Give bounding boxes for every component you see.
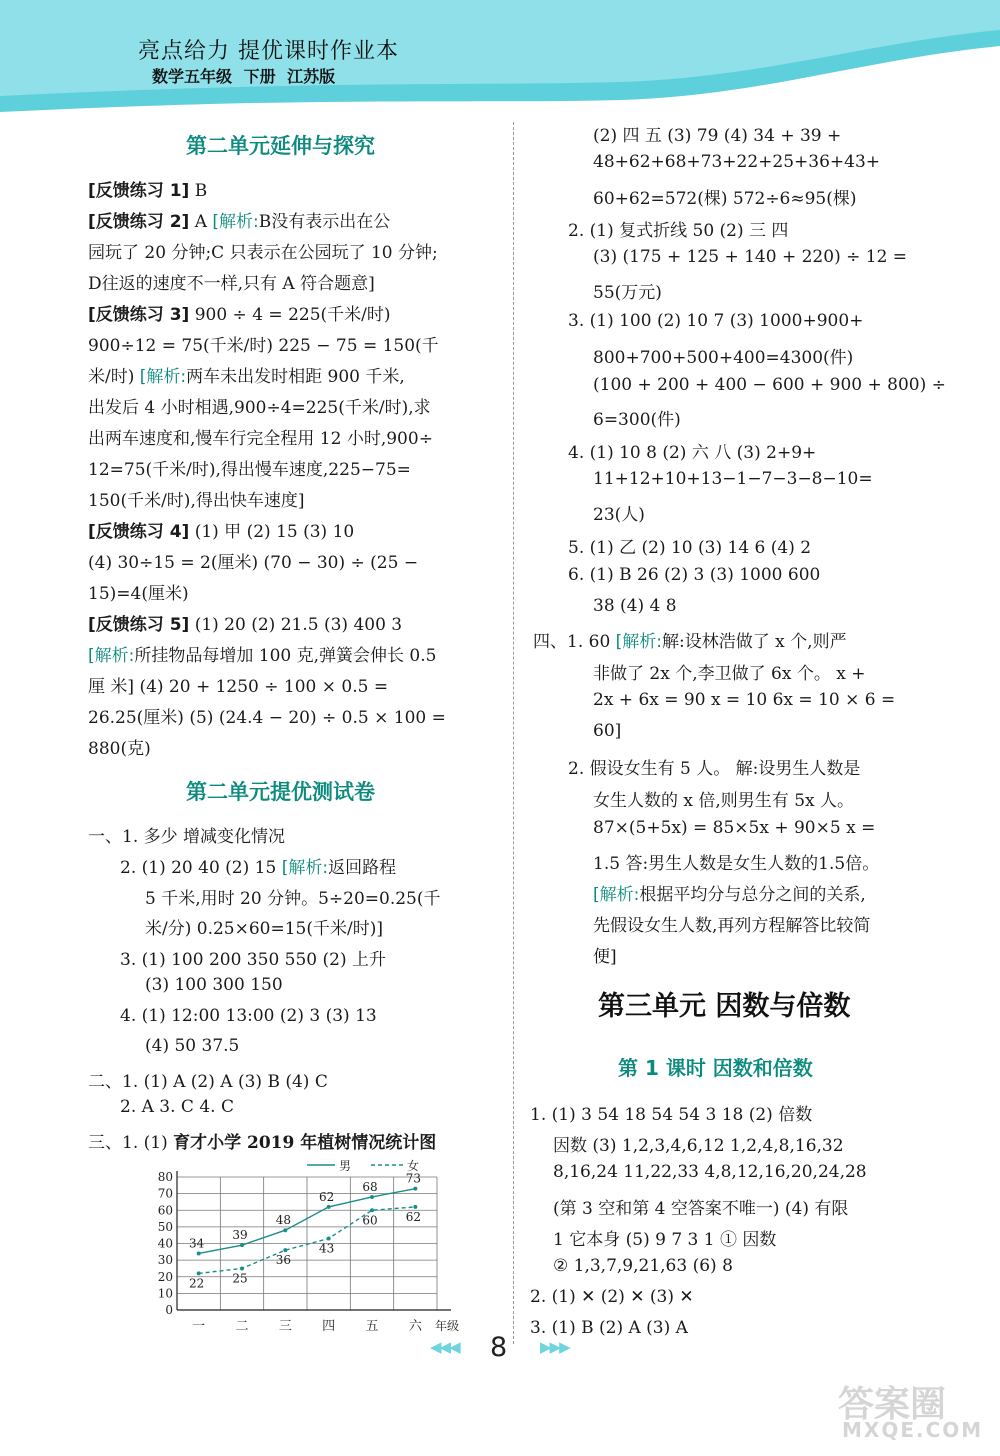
next-arrows-icon: ▶▶▶ <box>540 1338 569 1356</box>
answer-text: (1) 20 (2) 21.5 (3) 400 3 <box>189 615 403 635</box>
y-tick-label: 0 <box>165 1303 173 1317</box>
unit-title: 第三单元 因数与倍数 <box>598 991 851 1022</box>
x-tick-label: 二 <box>235 1319 249 1334</box>
answer-line: 便] <box>593 947 617 967</box>
answer-line: ② 1,3,7,9,21,63 (6) 8 <box>553 1256 733 1276</box>
answer-line <box>88 300 391 325</box>
legend-label: 女 <box>407 1159 420 1173</box>
data-point <box>413 1187 417 1191</box>
y-tick-label: 50 <box>157 1219 173 1234</box>
answer-text: 900 ÷ 4 = 225(千米/时) <box>189 305 391 325</box>
answer-line: (3) (175 + 125 + 140 + 220) ÷ 12 = <box>593 247 908 267</box>
answer-line: (100 + 200 + 400 − 600 + 900 + 800) ÷ <box>593 375 946 395</box>
chart-plot-layer <box>158 1159 459 1334</box>
x-tick-label: 一 <box>192 1319 206 1334</box>
answer-line: 厘 米] (4) 20 + 1250 ÷ 100 × 0.5 = <box>88 677 389 697</box>
answer-text: A <box>189 212 213 232</box>
answer-line <box>88 641 436 666</box>
answer-line: 5. (1) 乙 (2) 10 (3) 14 6 (4) 2 <box>568 538 812 558</box>
answer-text: 解:设林浩做了 x 个,则严 <box>662 632 847 652</box>
answer-text: 米/时) <box>88 367 140 387</box>
answer-line: 4. (1) 10 8 (2) 六 八 (3) 2+9+ <box>568 443 817 463</box>
data-point <box>327 1237 331 1241</box>
answer-line: 2. A 3. C 4. C <box>120 1097 234 1117</box>
answer-line: 因数 (3) 1,2,3,4,6,12 1,2,4,8,16,32 <box>553 1136 844 1156</box>
data-label: 62 <box>319 1189 335 1204</box>
answer-line: 二、1. (1) A (2) A (3) B (4) C <box>88 1072 328 1092</box>
data-label: 73 <box>405 1171 421 1186</box>
analysis-label: [解析: <box>88 646 135 666</box>
answer-text: 返回路程 <box>328 858 397 878</box>
answer-line: (2) 四 五 (3) 79 (4) 34 + 39 + <box>593 126 842 146</box>
x-tick-label: 五 <box>365 1319 379 1334</box>
data-label: 39 <box>232 1228 248 1243</box>
answer-line: 3. (1) B (2) A (3) A <box>530 1318 688 1338</box>
data-point <box>370 1195 374 1199</box>
answer-line: 48+62+68+73+22+25+36+43+ <box>593 152 881 172</box>
answer-text: 所挂物品每增加 100 克,弹簧会伸长 0.5 <box>134 646 437 666</box>
prev-arrows-icon: ◀◀◀ <box>430 1338 459 1356</box>
analysis-label: [解析: <box>615 632 663 652</box>
answer-line: 米/分) 0.25×60=15(千米/时)] <box>145 919 383 939</box>
answer-text: B没有表示出在公 <box>258 212 391 232</box>
answer-line: 11+12+10+13−1−7−3−8−10= <box>593 469 873 489</box>
data-label: 43 <box>319 1241 335 1256</box>
answer-line: 1. (1) 3 54 18 54 54 3 18 (2) 倍数 <box>530 1105 813 1125</box>
answer-text: 2. (1) 20 40 (2) 15 <box>120 858 282 878</box>
answer-line: 2x + 6x = 90 x = 10 6x = 10 × 6 = <box>593 690 896 710</box>
answer-line: 先假设女生人数,再列方程解答比较简 <box>593 916 871 936</box>
y-tick-label: 60 <box>157 1203 173 1218</box>
answer-line: 60] <box>593 721 622 741</box>
line-chart <box>115 1150 485 1340</box>
page-header <box>0 0 1000 118</box>
analysis-label: [解析: <box>593 885 640 905</box>
data-point <box>197 1251 201 1255</box>
data-point <box>240 1243 244 1247</box>
answer-text: (1) 甲 (2) 15 (3) 10 <box>189 522 355 542</box>
x-tick-label: 六 <box>408 1319 422 1334</box>
data-point <box>370 1208 374 1212</box>
x-tick-label: 四 <box>322 1319 336 1334</box>
answer-line: 一、1. 多少 增减变化情况 <box>88 827 286 847</box>
answer-line: 12=75(千米/时),得出慢车速度,225−75= <box>88 460 411 480</box>
data-label: 48 <box>275 1213 291 1228</box>
answer-line: 15)=4(厘米) <box>88 584 189 604</box>
answer-text: 根据平均分与总分之间的关系, <box>639 885 866 905</box>
data-label: 22 <box>189 1276 205 1291</box>
answer-line: D往返的速度不一样,只有 A 符合题意] <box>88 274 375 294</box>
y-tick-label: 30 <box>157 1253 173 1268</box>
answer-line: 出两车速度和,慢车行完全程用 12 小时,900÷ <box>88 429 433 449</box>
data-point <box>327 1205 331 1209</box>
legend-label: 男 <box>339 1159 352 1173</box>
feedback-tag: [反馈练习 5] <box>88 615 190 635</box>
answer-line: 3. (1) 100 200 350 550 (2) 上升 <box>120 950 386 970</box>
feedback-tag: [反馈练习 1] <box>88 181 190 201</box>
data-label: 36 <box>275 1253 291 1268</box>
y-tick-label: 40 <box>157 1236 173 1251</box>
column-divider <box>513 122 514 1344</box>
y-tick-label: 20 <box>157 1269 173 1284</box>
answer-line: 6=300(件) <box>593 410 681 430</box>
data-point <box>283 1248 287 1252</box>
page-number: 8 <box>490 1332 508 1363</box>
data-point <box>197 1271 201 1275</box>
answer-line: 1.5 答:男生人数是女生人数的1.5倍。 <box>593 854 880 874</box>
y-tick-label: 80 <box>157 1170 173 1184</box>
answer-text: B <box>189 181 208 201</box>
answer-text: 三、1. (1) <box>88 1133 174 1153</box>
answer-line: 出发后 4 小时相遇,900÷4=225(千米/时),求 <box>88 398 431 418</box>
answer-line <box>88 610 402 635</box>
answer-line: (第 3 空和第 4 空答案不唯一) (4) 有限 <box>553 1199 849 1219</box>
answer-line <box>88 176 207 201</box>
answer-line: 60+62=572(棵) 572÷6≈95(棵) <box>593 189 857 209</box>
answer-line: 26.25(厘米) (5) (24.4 − 20) ÷ 0.5 × 100 = <box>88 708 446 728</box>
answer-line: 3. (1) 100 (2) 10 7 (3) 1000+900+ <box>568 311 864 331</box>
answer-line: 2. (1) ✕ (2) ✕ (3) ✕ <box>530 1287 694 1307</box>
answer-line: 8,16,24 11,22,33 4,8,12,16,20,24,28 <box>553 1162 867 1182</box>
answer-line: 880(克) <box>88 739 151 759</box>
answer-line: 800+700+500+400=4300(件) <box>593 348 854 368</box>
answer-text: 两车未出发时相距 900 千米, <box>186 367 405 387</box>
lesson-title: 第 1 课时 因数和倍数 <box>618 1056 813 1080</box>
y-tick-label: 10 <box>157 1286 173 1301</box>
section-title-extension: 第二单元延伸与探究 <box>186 134 375 158</box>
answer-line: 1 它本身 (5) 9 7 3 1 ① 因数 <box>553 1230 777 1250</box>
answer-line: 6. (1) B 26 (2) 3 (3) 1000 600 <box>568 565 821 585</box>
analysis-label: [解析: <box>212 212 259 232</box>
analysis-label: [解析: <box>139 367 187 387</box>
feedback-tag: [反馈练习 3] <box>88 305 190 325</box>
answer-line: 2. (1) 复式折线 50 (2) 三 四 <box>568 221 789 241</box>
answer-line: 23(人) <box>593 505 645 525</box>
answer-line: 园玩了 20 分钟;C 只表示在公园玩了 10 分钟; <box>88 243 438 263</box>
answer-line <box>88 362 405 387</box>
x-tick-label: 三 <box>278 1319 292 1334</box>
chart-caption: 育才小学 2019 年植树情况统计图 <box>173 1133 437 1153</box>
answer-line: 女生人数的 x 倍,则男生有 5x 人。 <box>593 791 855 811</box>
answer-text: 四、1. 60 <box>533 632 616 652</box>
watermark-logo: 答案圈 <box>838 1384 947 1425</box>
section-title-test: 第二单元提优测试卷 <box>186 780 375 804</box>
answer-line: 87×(5+5x) = 85×5x + 90×5 x = <box>593 818 876 838</box>
book-subtitle: 数学五年级 下册 江苏版 <box>152 67 336 86</box>
data-label: 60 <box>362 1213 378 1228</box>
feedback-tag: [反馈练习 2] <box>88 212 190 232</box>
answer-line: 2. 假设女生有 5 人。 解:设男生人数是 <box>568 759 861 779</box>
answer-line <box>88 207 390 232</box>
data-label: 25 <box>232 1271 248 1286</box>
data-point <box>240 1266 244 1270</box>
answer-line: 900÷12 = 75(千米/时) 225 − 75 = 150(千 <box>88 336 439 356</box>
answer-line <box>120 853 396 878</box>
answer-line <box>593 880 866 905</box>
data-label: 34 <box>189 1236 205 1251</box>
answer-line <box>88 517 354 542</box>
x-axis-label: 年级 <box>434 1319 460 1333</box>
data-point <box>283 1228 287 1232</box>
answer-line: 150(千米/时),得出快车速度] <box>88 491 305 511</box>
data-label: 68 <box>362 1179 378 1194</box>
y-tick-label: 70 <box>157 1186 173 1201</box>
answer-line: (3) 100 300 150 <box>145 975 283 995</box>
data-point <box>413 1205 417 1209</box>
answer-line: 5 千米,用时 20 分钟。5÷20=0.25(千 <box>145 889 441 909</box>
watermark-url: MXQE.COM <box>842 1418 984 1442</box>
answer-line: 非做了 2x 个,李卫做了 6x 个。 x + <box>593 664 866 684</box>
answer-line: (4) 50 37.5 <box>145 1036 240 1056</box>
answer-line: 4. (1) 12:00 13:00 (2) 3 (3) 13 <box>120 1006 377 1026</box>
answer-line: 38 (4) 4 8 <box>593 596 677 616</box>
feedback-tag: [反馈练习 4] <box>88 522 190 542</box>
answer-line <box>533 627 847 652</box>
data-label: 62 <box>405 1209 421 1224</box>
analysis-label: [解析: <box>281 858 329 878</box>
answer-line: 55(万元) <box>593 283 662 303</box>
answer-line: (4) 30÷15 = 2(厘米) (70 − 30) ÷ (25 − <box>88 553 419 573</box>
book-title: 亮点给力 提优课时作业本 <box>138 39 399 64</box>
